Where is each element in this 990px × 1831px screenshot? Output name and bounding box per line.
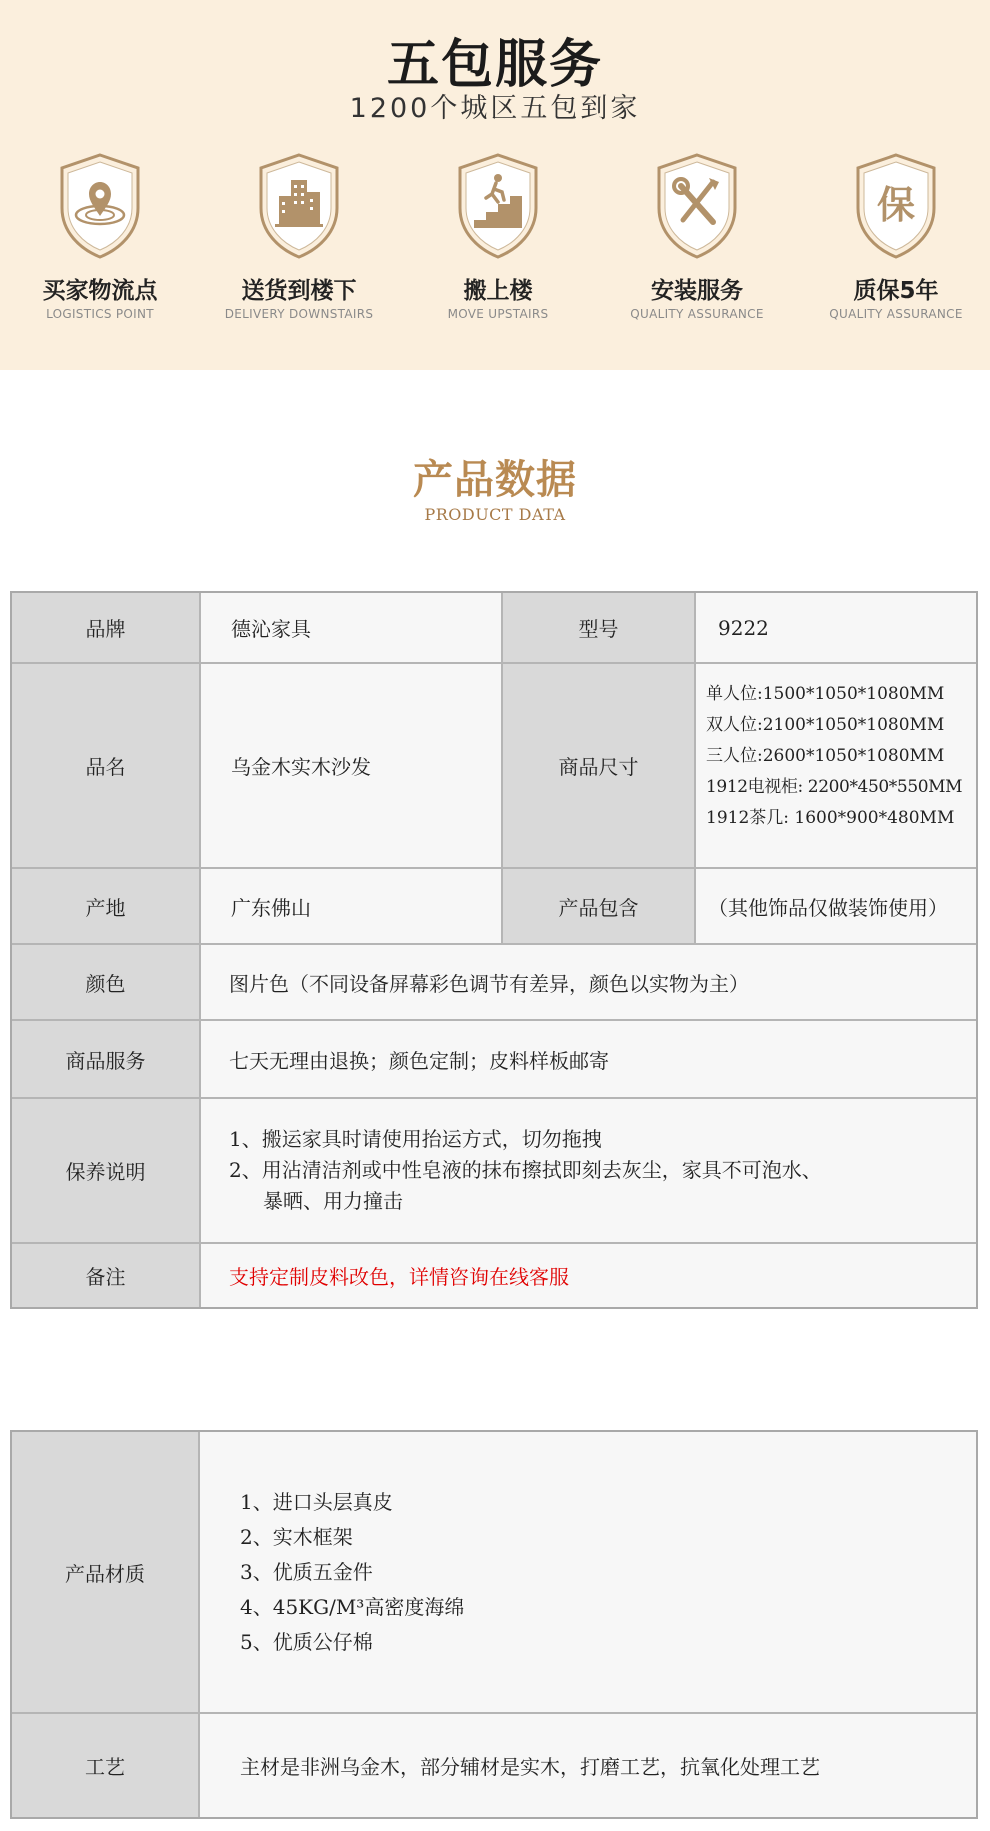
material-item: 5、优质公仔棉 [240, 1629, 373, 1654]
material-label: 产品材质 [12, 1432, 198, 1712]
wrench-screwdriver-icon [655, 152, 739, 260]
size-line: 三人位:2600*1050*1080MM [706, 746, 945, 766]
origin-label: 产地 [12, 869, 199, 943]
spec-row-name [12, 664, 976, 869]
size-list [706, 679, 962, 834]
warranty-icon [854, 152, 938, 260]
material-value [198, 1432, 976, 1712]
building-icon [257, 152, 341, 260]
name-label: 品名 [12, 664, 199, 867]
location-pin-icon [58, 152, 142, 260]
service-label: 商品服务 [12, 1021, 199, 1097]
spec-row-color [12, 945, 976, 1021]
service-label: 送货到楼下 [241, 278, 357, 304]
section-subtitle: PRODUCT DATA [424, 505, 566, 524]
craft-value: 主材是非洲乌金木，部分辅材是实木，打磨工艺，抗氧化处理工艺 [198, 1714, 976, 1817]
size-line: 单人位:1500*1050*1080MM [706, 684, 945, 704]
size-label: 商品尺寸 [501, 664, 694, 867]
service-move-upstairs [398, 150, 598, 330]
care-list [229, 1124, 822, 1217]
spec-row-brand [12, 593, 976, 664]
model-label: 型号 [501, 593, 694, 662]
material-list [240, 1485, 464, 1660]
material-item: 3、优质五金件 [240, 1559, 373, 1584]
size-value [694, 664, 976, 867]
service-label: 安装服务 [651, 278, 743, 304]
material-item: 2、实木框架 [240, 1524, 353, 1549]
service-delivery-downstairs [199, 150, 399, 330]
service-label-en: QUALITY ASSURANCE [829, 307, 963, 321]
model-value: 9222 [694, 593, 976, 662]
spec-row-note [12, 1244, 976, 1307]
brand-label: 品牌 [12, 593, 199, 662]
note-value: 支持定制皮料改色，详情咨询在线客服 [199, 1244, 976, 1307]
material-item: 4、45KG/M³高密度海绵 [240, 1594, 465, 1619]
service-label-en: LOGISTICS POINT [46, 307, 154, 321]
includes-value: （其他饰品仅做装饰使用） [694, 869, 976, 943]
name-value: 乌金木实木沙发 [199, 664, 501, 867]
banner-subtitle: 1200个城区五包到家 [349, 93, 641, 124]
size-line: 1912茶几: 1600*900*480MM [706, 808, 955, 828]
craft-label: 工艺 [12, 1714, 198, 1817]
section-title: 产品数据 [413, 456, 577, 503]
service-label: 质保5年 [853, 278, 939, 304]
care-label: 保养说明 [12, 1099, 199, 1242]
service-installation [597, 150, 797, 330]
service-warranty [796, 150, 990, 330]
stairs-climber-icon [456, 152, 540, 260]
spec-table [10, 591, 978, 1309]
note-label: 备注 [12, 1244, 199, 1307]
care-value [199, 1099, 976, 1242]
spec-row-service [12, 1021, 976, 1099]
materials-table [10, 1430, 978, 1819]
brand-value: 德沁家具 [199, 593, 501, 662]
craft-row [12, 1714, 976, 1817]
material-row [12, 1432, 976, 1714]
care-line: 1、搬运家具时请使用抬运方式，切勿拖拽 [229, 1127, 602, 1151]
origin-value: 广东佛山 [199, 869, 501, 943]
spec-row-care [12, 1099, 976, 1244]
service-label-en: DELIVERY DOWNSTAIRS [224, 307, 374, 321]
svg-text:保: 保 [876, 183, 916, 227]
five-service-banner [0, 0, 990, 370]
banner-title: 五包服务 [386, 35, 603, 95]
material-item: 1、进口头层真皮 [240, 1489, 393, 1514]
spec-row-origin [12, 869, 976, 945]
service-value: 七天无理由退换；颜色定制；皮料样板邮寄 [199, 1021, 976, 1097]
service-list [0, 150, 990, 330]
care-line: 暴晒、用力撞击 [263, 1189, 403, 1213]
size-line: 双人位:2100*1050*1080MM [706, 715, 945, 735]
color-value: 图片色（不同设备屏幕彩色调节有差异，颜色以实物为主） [199, 945, 976, 1019]
service-label-en: QUALITY ASSURANCE [630, 307, 764, 321]
service-label: 搬上楼 [463, 278, 533, 304]
care-line: 2、用沾清洁剂或中性皂液的抹布擦拭即刻去灰尘，家具不可泡水、 [229, 1158, 822, 1182]
size-line: 1912电视柜: 2200*450*550MM [706, 777, 963, 797]
service-logistics-point [0, 150, 200, 330]
color-label: 颜色 [12, 945, 199, 1019]
service-label-en: MOVE UPSTAIRS [447, 307, 549, 321]
service-label: 买家物流点 [42, 278, 158, 304]
includes-label: 产品包含 [501, 869, 694, 943]
